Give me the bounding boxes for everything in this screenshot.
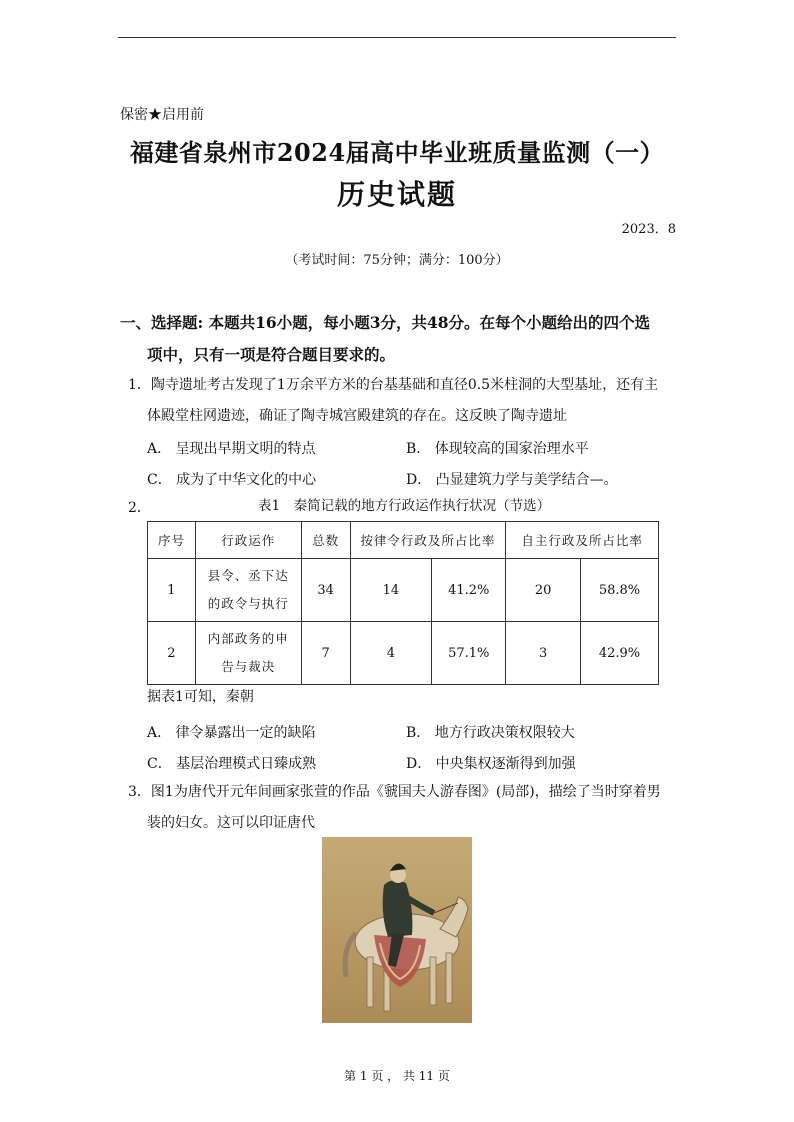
cell-law-count: 14 — [350, 559, 432, 622]
q2-option-c[interactable]: C． 基层治理模式日臻成熟 — [147, 756, 317, 772]
q3-stem-line2: 装的妇女。这可以印证唐代 — [147, 815, 315, 831]
table-caption: 表1 秦简记载的地方行政运作执行状况（节选） — [258, 498, 551, 514]
q1-stem-line2: 体殿堂柱网遗迹，确证了陶寺城宫殿建筑的存在。这反映了陶寺遗址 — [147, 408, 567, 424]
q2-stem: 据表1可知，秦朝 — [147, 689, 254, 705]
cell-auto-count: 3 — [506, 622, 581, 685]
q1-option-a[interactable]: A． 呈现出早期文明的特点 — [147, 441, 316, 457]
q2-option-b[interactable]: B． 地方行政决策权限较大 — [406, 725, 575, 741]
subject-title: 历史试题 — [336, 178, 457, 211]
figure-painting — [322, 837, 472, 1023]
cell-no: 1 — [148, 559, 196, 622]
page-footer: 第 1 页 ， 共 11 页 — [344, 1069, 450, 1083]
header-law: 按律令行政及所占比率 — [350, 522, 506, 559]
top-rule — [118, 37, 676, 38]
cell-total: 7 — [301, 622, 350, 685]
admin-table — [147, 521, 659, 685]
section-heading-line1: 一、选择题: 本题共16小题，每小题3分，共48分。在每个小题给出的四个选 — [120, 313, 651, 332]
confidential-label: 保密★启用前 — [120, 107, 204, 123]
cell-auto-rate: 42.9% — [581, 622, 659, 685]
q2-option-d[interactable]: D． 中央集权逐渐得到加强 — [406, 756, 576, 772]
q1-option-d[interactable]: D． 凸显建筑力学与美学结合—。 — [406, 472, 618, 488]
header-autonomous: 自主行政及所占比率 — [506, 522, 659, 559]
q1-stem-line1: 1．陶寺遗址考古发现了1万余平方米的台基基础和直径0.5米柱洞的大型基址，还有主 — [128, 377, 659, 393]
cell-operation-line2: 告与裁决 — [221, 659, 276, 674]
table-row — [148, 559, 659, 622]
cell-operation-line1: 内部政务的申 — [207, 631, 289, 646]
table-row — [148, 622, 659, 685]
q2-number: 2． — [128, 500, 151, 516]
q2-option-a[interactable]: A． 律令暴露出一定的缺陷 — [147, 725, 316, 741]
exam-info: （考试时间：75分钟；满分：100分） — [285, 253, 509, 268]
cell-operation — [195, 559, 301, 622]
cell-law-count: 4 — [350, 622, 432, 685]
cell-auto-count: 20 — [506, 559, 581, 622]
painting-image — [322, 837, 472, 1023]
cell-law-rate: 57.1% — [432, 622, 506, 685]
table-header-row — [148, 522, 659, 559]
cell-law-rate: 41.2% — [432, 559, 506, 622]
q3-stem-line1: 3．图1为唐代开元年间画家张萱的作品《虢国夫人游春图》(局部)，描绘了当时穿着男 — [128, 784, 661, 800]
cell-operation — [195, 622, 301, 685]
section-heading-line2: 项中，只有一项是符合题目要求的。 — [147, 345, 396, 364]
header-total: 总数 — [301, 522, 350, 559]
cell-operation-line1: 县令、丞下达 — [207, 568, 289, 583]
cell-operation-line2: 的政令与执行 — [207, 596, 289, 611]
cell-no: 2 — [148, 622, 196, 685]
q1-option-b[interactable]: B． 体现较高的国家治理水平 — [406, 441, 589, 457]
cell-total: 34 — [301, 559, 350, 622]
cell-auto-rate: 58.8% — [581, 559, 659, 622]
exam-date: 2023．8 — [621, 222, 676, 237]
header-operation: 行政运作 — [195, 522, 301, 559]
q1-option-c[interactable]: C． 成为了中华文化的中心 — [147, 472, 317, 488]
header-no: 序号 — [148, 522, 196, 559]
exam-title: 福建省泉州市2024届高中毕业班质量监测（一） — [129, 138, 665, 167]
